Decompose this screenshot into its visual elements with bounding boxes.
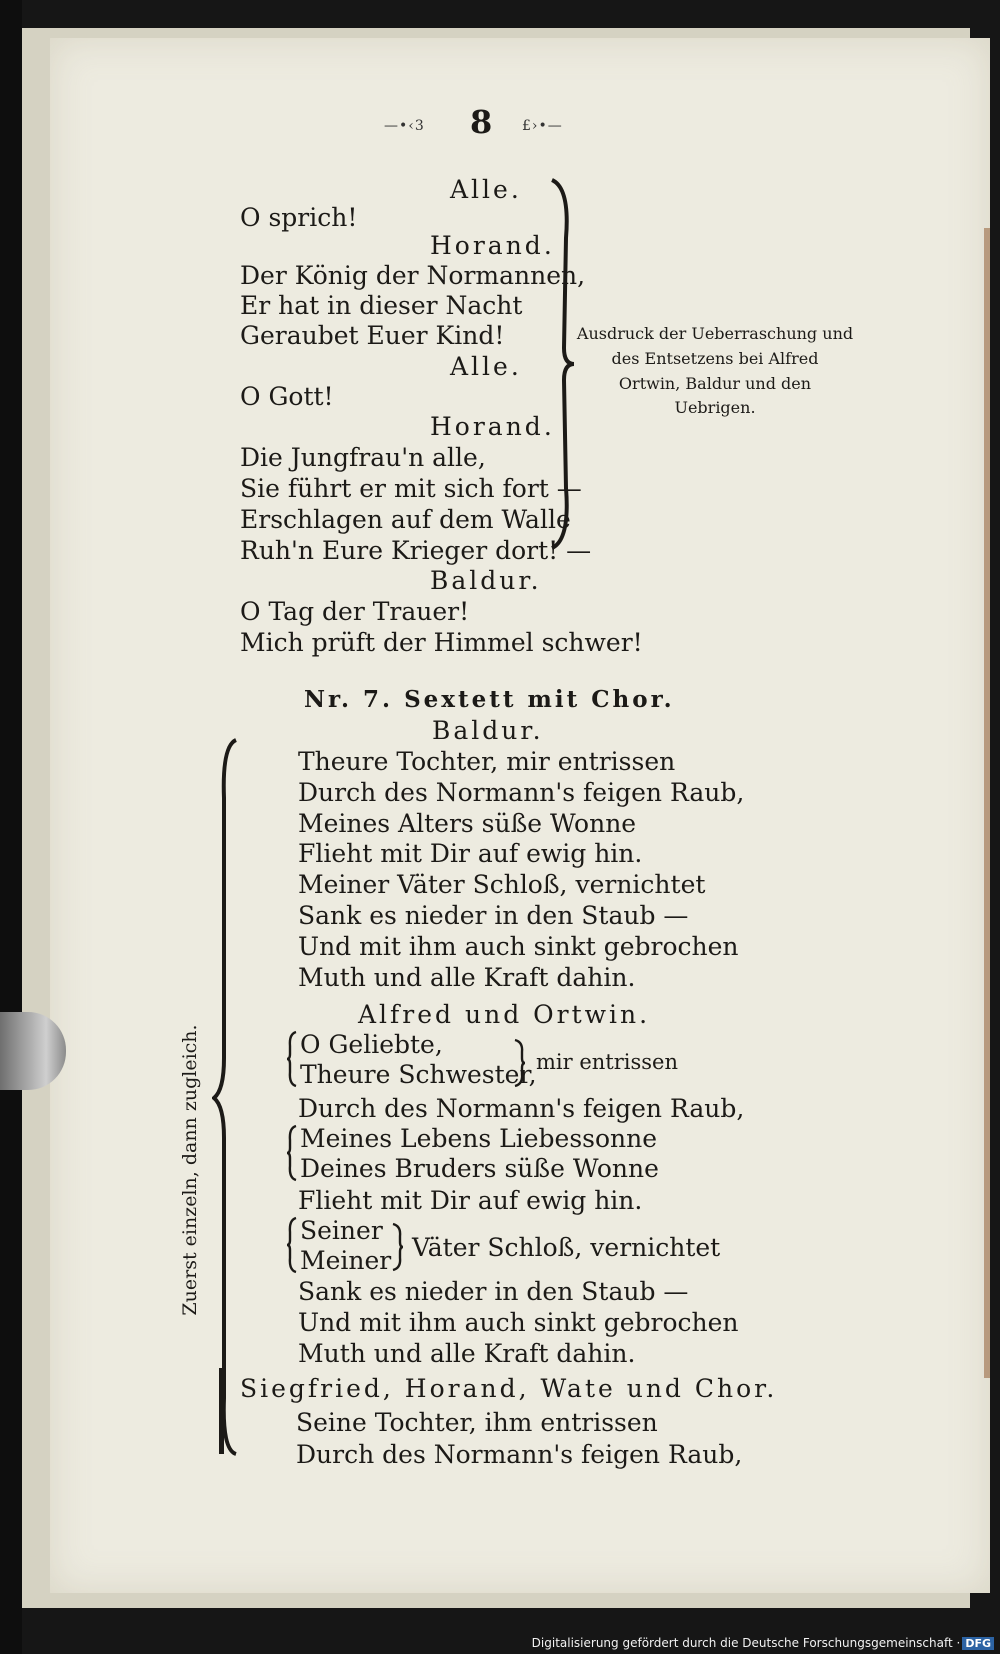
verse-line: Theure Schwester, xyxy=(300,1060,537,1089)
speaker-label: Siegfried, Horand, Wate und Chor. xyxy=(240,1374,778,1403)
speaker-label: Horand. xyxy=(430,412,555,441)
stage-direction-line: Ortwin, Baldur und den xyxy=(618,373,812,393)
brace-right xyxy=(512,1038,526,1088)
verse-line: Väter Schloß, vernichtet xyxy=(412,1233,721,1262)
verse-line: O Tag der Trauer! xyxy=(240,597,470,626)
stage-direction xyxy=(575,322,855,421)
verse-line: Durch des Normann's feigen Raub, xyxy=(296,1440,743,1469)
verse-line: O sprich! xyxy=(240,203,358,232)
verse-line: Sank es nieder in den Staub — xyxy=(298,901,689,930)
speaker-label: Baldur. xyxy=(432,716,544,745)
verse-line: Sie führt er mit sich fort — xyxy=(240,474,582,503)
verse-line: Und mit ihm auch sinkt gebrochen xyxy=(298,1308,739,1337)
brace-left xyxy=(286,1124,298,1182)
speaker-label: Baldur. xyxy=(430,566,542,595)
page-edge xyxy=(984,228,990,1378)
verse-line: Die Jungfrau'n alle, xyxy=(240,443,486,472)
verse-line: Flieht mit Dir auf ewig hin. xyxy=(298,839,643,868)
verse-line: Muth und alle Kraft dahin. xyxy=(298,1339,636,1368)
vertical-note: Zuerst einzeln, dann zugleich. xyxy=(179,1024,201,1316)
speaker-label: Horand. xyxy=(430,231,555,260)
speaker-label: Alle. xyxy=(450,175,522,204)
verse-line: Erschlagen auf dem Walle xyxy=(240,505,571,534)
brace-left xyxy=(286,1216,298,1274)
page-number: 8 xyxy=(470,103,493,141)
verse-line: Meiner Väter Schloß, vernichtet xyxy=(298,870,706,899)
verse-line: Meiner xyxy=(300,1246,392,1275)
verse-line: Muth und alle Kraft dahin. xyxy=(298,963,636,992)
verse-line: Durch des Normann's feigen Raub, xyxy=(298,1094,745,1123)
verse-line: Seiner xyxy=(300,1216,383,1245)
verse-line: Seine Tochter, ihm entrissen xyxy=(296,1408,658,1437)
footer-text: Digitalisierung gefördert durch die Deutsche Forschungsgemeinschaft · xyxy=(531,1636,961,1650)
verse-line: Ruh'n Eure Krieger dort! — xyxy=(240,536,592,565)
verse-line: Meines Lebens Liebessonne xyxy=(300,1124,658,1153)
verse-line: Mich prüft der Himmel schwer! xyxy=(240,628,643,657)
tall-left-brace xyxy=(212,738,242,1456)
verse-line: Der König der Normannen, xyxy=(240,261,586,290)
dfg-logo: DFG xyxy=(962,1637,994,1650)
stage-direction-line: Uebrigen. xyxy=(674,398,756,418)
verse-line: O Geliebte, xyxy=(300,1030,443,1059)
brace-right xyxy=(390,1222,404,1272)
verse-line: Deines Bruders süße Wonne xyxy=(300,1154,659,1183)
ornament-right: £›•— xyxy=(522,118,563,134)
speaker-label: Alfred und Ortwin. xyxy=(358,1000,651,1029)
verse-line: Meines Alters süße Wonne xyxy=(298,809,637,838)
verse-line: mir entrissen xyxy=(536,1050,678,1074)
verse-line: Flieht mit Dir auf ewig hin. xyxy=(298,1186,643,1215)
verse-line: Er hat in dieser Nacht xyxy=(240,291,523,320)
footer xyxy=(532,1636,994,1650)
stage-direction-line: Ausdruck der Ueberraschung und xyxy=(576,324,854,343)
verse-line: Theure Tochter, mir entrissen xyxy=(298,747,676,776)
verse-line: Geraubet Euer Kind! xyxy=(240,321,505,350)
ornament-left: —•‹3 xyxy=(384,118,425,134)
verse-line: Durch des Normann's feigen Raub, xyxy=(298,778,745,807)
right-brace xyxy=(548,178,576,550)
verse-line: O Gott! xyxy=(240,382,334,411)
verse-line: Sank es nieder in den Staub — xyxy=(298,1277,689,1306)
bracket-line xyxy=(218,1368,226,1456)
brace-left xyxy=(286,1030,298,1088)
speaker-label: Alle. xyxy=(450,352,522,381)
stage-direction-line: des Entsetzens bei Alfred xyxy=(611,348,819,368)
verse-line: Und mit ihm auch sinkt gebrochen xyxy=(298,932,739,961)
book-spine-shadow xyxy=(0,0,22,1654)
number-heading: Nr. 7. Sextett mit Chor. xyxy=(304,686,675,713)
